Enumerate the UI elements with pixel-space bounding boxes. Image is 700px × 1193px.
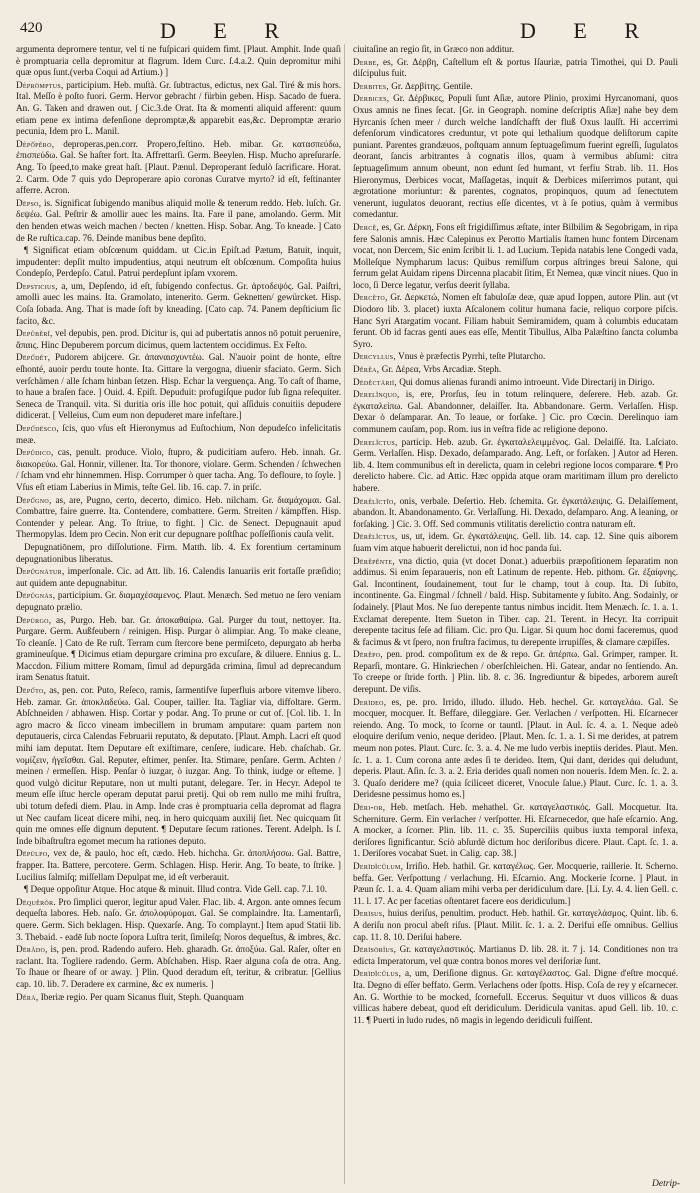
- entry-text: vex de, & paulo, hoc eſt, cædo. Heb. hichcha. Gr. ἀποπλήσσω. Gal. Battre, frapper. Ita. Battere, percotere. Germ. Schlagen. Hisp. Herir. Ang. To beate, to ſtrike. ] Lucilius ſalmiſq; miſſellam Depulpat me, id eſt verberauit.: [16, 848, 341, 882]
- entry-text: ¶ Deque oppoſitur Atque. Hoc atque & minuit. Illud contra. Vide Gell. cap. 7.l. 10.: [24, 884, 327, 895]
- entry-headword: Dēpŭgnās,: [16, 590, 56, 601]
- entry-headword: Dēpūrgo,: [16, 614, 52, 625]
- dictionary-entry: [16, 245, 341, 280]
- entry-text: pen. prod. compoſitum ex de & repo. Gr. ἀπέρπω. Gal. Grimper, ramper. It. Reparſi, montare. G. Hinkriechen / oberſchleichen. Hi. Gatear, andar no ſentiendo. An. To creepe or ſtride forth. ] Plin. lib. 8. c. 36. Ingrediuntur & bipedes, arborem aureſt derepunt. De viſis.: [353, 649, 678, 695]
- entry-text: is. Significat ſubigendo manibus aliquid molle & tenerum reddo. Heb. luſch. Gr. δεψέω. Gal. Peſtrir & amollir auec les mains. Ita. Fare il pane, amolando. Germ. Mit den henden etwas weich machen / becten / knetten. Hisp. Sobar. Ang. To kneade. ] Cato de Re ruſtica.cap. 76. Deinde manibus bene depſito.: [16, 197, 341, 243]
- dictionary-entry: [16, 80, 341, 138]
- entry-headword: Derbites,: [353, 80, 389, 91]
- running-head-left: D E R: [160, 18, 295, 43]
- entry-headword: Derīſus,: [353, 908, 386, 919]
- entry-headword: Dērădo,: [16, 944, 48, 955]
- entry-headword: Dēpŭ́gno,: [16, 494, 52, 505]
- entry-headword: Dèpŏ́pĕro,: [16, 138, 55, 149]
- entry-headword: Dercĕto,: [353, 292, 388, 303]
- entry-text: cas, penult. produce. Violo, ſtupro, & pudicitiam aufero. Heb. innah. Gr. διακορεύω. Gal. Honnir, villener. Ita. Tor thonore, violare. Germ. Schenden / ſchwechen / ſcham vnd ehr hinnemmen. Hisp. Corrumper ò quer tacha. Ang. To defloure, to ſoyle. ] Vſus eſt etiam Laberius in Mimis, teſte Gel. lib. 16. cap. 7. in priſc.: [16, 447, 341, 492]
- dictionary-entry: [353, 944, 678, 967]
- dictionary-entry: [353, 351, 678, 363]
- dictionary-entry: [16, 848, 341, 883]
- dictionary-entry: [353, 44, 678, 56]
- dictionary-entry: [353, 377, 678, 389]
- dictionary-entry: [353, 802, 678, 860]
- column-rule: [344, 44, 345, 1184]
- catchword: Detrip-: [652, 1179, 680, 1189]
- entry-text: particip. Heb. azub. Gr. ἐγκαταλελειμμένος. Gal. Delaiſſé. Ita. Laſciato. Germ. Verlaſſen. Hisp. Dexado, deſamparado. Ang. Left, or forſaken. ] Autor ad Heren. lib. 4. Item communibus eſt in derelicta, quam in celebri regione locos comparare. ¶ Pro derelicto habere. Cic. ad Attic. Hæc oppida atque oram maritimam illum pro derelicto habere.: [353, 436, 678, 493]
- entry-headword: Depŭbĕrĭ,: [16, 328, 53, 339]
- entry-headword: Dercyllus,: [353, 351, 396, 362]
- entry-headword: Dēpſo,: [16, 197, 42, 208]
- dictionary-entry: [16, 281, 341, 327]
- entry-headword: Dērĕlĭctĭo,: [353, 495, 397, 506]
- entry-text: Vnus è præfectis Pyrrhi, teſte Plutarcho.: [398, 351, 546, 362]
- entry-headword: Dĕrĕa,: [353, 364, 380, 375]
- entry-headword: Dèprōmptus,: [16, 79, 64, 90]
- entry-text: as, are, Pugno, certo, decerto, dimico. Heb. nilcham. Gr. διαμάχομαι. Gal. Combattre, faire guerre. Ita. Contendere, combattere. Germ. Streiten / kämpffen. Hisp. Contender y pelear. Ang. To ſtriue, to fight. ] Cic. de Senect. Depugnauit apud Thermopylas. Idem pro Cecin. Non erit cur depugnare poſtſhac poſſeſſionis cauſa velit.: [16, 494, 341, 540]
- entry-headword: Dēpŭ́dĕt,: [16, 352, 51, 363]
- entry-text: participium. Heb. muſtà. Gr. ſubtractus, edictus, nex Gal. Tiré & mis hors. Ital. Meſſo è poſto fuori. Germ. Hervor gebracht / fürbin geben. Hisp. Sacado de fuera. An. G. Taken and drawen out. ∫ Cic.3.de Orat. Ita & momenti aliquid afferent: quum etiam pene ex intima defenſione depromptæ,& apparebit eas,&c. Depromptæ ærario pecunia, Idem pro L. Manil.: [16, 79, 341, 137]
- entry-headword: Derīdĭcŭlus,: [353, 968, 402, 979]
- dictionary-entry: [353, 861, 678, 907]
- entry-text: Gr. Δέρεα, Vrbs Arcadiæ. Steph.: [381, 364, 502, 375]
- entry-headword: Derelĭnquo,: [353, 389, 400, 400]
- dictionary-entry: [353, 908, 678, 943]
- entry-text: is, pen. prod. Radendo aufero. Heb. gharadh. Gr. ἀποξύω. Gal. Raſer, oſter en raclant. Ita. Togliere radendo. Germ. Abſchaben. Hisp. Raer alguna coſa de otra. Ang. To ſhaue or ſheare of or away. ] Plin. Quod deradum eſt, teritur, & cribratur. [Gellius cap. 10. lib. 7. Deradere ex carmine, &c ex numeris. ]: [16, 944, 341, 989]
- dictionary-entry: [16, 198, 341, 244]
- entry-headword: Dērĕlĭctus,: [353, 531, 398, 542]
- entry-headword: Dērĕpo,: [353, 649, 384, 660]
- dictionary-entry: [353, 292, 678, 350]
- entry-headword: Depŭdico,: [16, 447, 54, 458]
- entry-text: ciuitaſine an regio ſit, in Græco non additur.: [353, 44, 515, 54]
- dictionary-entry: [16, 884, 341, 896]
- left-column: [16, 44, 341, 1184]
- dictionary-entry: [16, 615, 341, 685]
- dictionary-entry: [16, 992, 341, 1004]
- entry-headword: Derbe,: [353, 56, 380, 67]
- entry-text: ¶ Significat etiam obſcœnum quiddam. ut Cic.in Epiſt.ad Pætum, Batuit, inquit, impudenter: depſit multo impudentius, atqui neutrum eſt obſcœnum. Compoſita huius Condepſo, Perdepſo. Catul. Patrui perdepſunt ipſam vxorem.: [16, 245, 341, 279]
- entry-text: as, pen. cor. Puto, Reſeco, ramis, ſarmentiſve ſuperfluis arbore vitemve libero. Heb. zamar. Gr. ἀποκλαδεύω. Gal. Couper, tailler. Ita. Tagliar via, diffoltare. Germ. Abſchneiden / abhawen. Hisp. Cortar y podar. Ang. To prune or cut of. [Col. lib. 1. In agro macro & ſicco vineam imbecillem in brumam amputare: quam partem non deputaueris, circa Calendas Februarii reputato, & deputato. [Plaut. Amph. Lacri eſt quod mihi iam deputat. Item Deputare eſt exiſtimare, cenſere, iudicare. Heb. chaſchab. Gr. νομίζειν, ἡγεῖσθαι. Gal. Reputer, eſtimer, penſer. Ita. Stimare, penſare. Germ. Achten / meinen / ermeſſen. Hisp. Penſar ò iuzgar, ò iuzgar. Ang. To think, iudge or eſteme. ] quod vulgò dicitur Reputare, non ut multi putant, delegare. Ter. in Hecyr. Adepol te meum eſſe iſtuc hercle operam deputat parui pretij. Qui ob rem nullo me mihi fruſtra, ubi totum defedi diem. Plau. in Amp. Inde cras è promptuaria cella depromat ad flagra ut Nec caufam liceat dicere mihi, neq. in hero quicquam auxilij ſiet. Nec quicquam ſit quin me omnes eſſe dignum deputent. ¶ Deputare ſecum rationes. Terent. Adelph. Is ſ. Inde bibaſtruſtra egomet mecum ha rationes deputo.: [16, 685, 341, 846]
- dictionary-entry: [353, 649, 678, 695]
- entry-text: Depugnatiōnem, pro diſſolutione. Firm. Matth. lib. 4. Ex forentium certaminum depugnationibus liberatus.: [16, 541, 341, 564]
- entry-headword: Depŭ́dēſco,: [16, 423, 59, 433]
- dictionary-entry: [353, 364, 678, 376]
- entry-text: Pudorem abijcere. Gr. ἀπαναισχυντέω. Gal. N'auoir point de honte, eſtre eſhonté, auoir perdu toute honte. Ita. Gittare la vergogna, diuenir sfaciato. Germ. Sich verſchämen / alle ſcham hinban ſetzen. Hisp. Echar la verguença. Ang. To caſt of ſhame, to haue a braſen face. ] Ouid. 4. Epiſt. Depuduit: profugiſque pudor ſub ſigna reſequiter. Seneca de Tranquil. vita. Si duritia oris ille hoc potuit, qui aſſiduis conuitiis depudere didicerat. [ Velleius, Cum eum non depuderet mare infeſtare.]: [16, 352, 341, 421]
- entry-text: vna dictio, quia (vt docet Donat.) aduerbiis præpoſitionem ſeparatim non addimus. Si enim ſeparaueris, non eſt Latinum de repente. Heb. pithom. Gr. ἐξαίφνης. Gal. Incontinent, ſoudainement, tout ſur le champ, tout à coup. Ita. Di ſubito, incontinente. Ga. Eingmal / ſchnell / bald. Hisp. Subitamente y ſubito. Ang. Sodainly, or ſodainely. [Plaut Mos. Ne ſuo derepente tantus nimbus incidit. Item Menæch. ſc. 1. a. 1. Exclamat derepente. Item Sueton in Tiber. cap. 21. Terent. in Hecyr. Ita corripuit derepente tacitus ſeſe ad filiam. Cic. pro Qu. Ligar. Si quum hoc domi faceremus, quod & facimus & vt ſpero, non fruſtra facimus, tu derepente irrupiſſes, & clamare cæpiſſes.: [353, 555, 678, 647]
- entry-text: Gr. Δερβίτης. Gentile.: [391, 80, 473, 91]
- dictionary-entry: [16, 566, 341, 589]
- entry-text: a, um, Deriſione dignus. Gr. καταγέλαστος. Gal. Digne d'eſtre mocqué. Ita. Degno di eſſer beffato. Germ. Verlachens oder ſpotts. Hisp. Coſa de rey y eſcarnecer. An. G. Worthie to be mocked, ſcornefull. Eccerus. Sequitur vt duos villicos & duas villicas habere debeat, quod eſt deridiculum. Deridicula vanitas. apud Gell. lib. 10. c. 11. ¶ Puerti in ludo rudes, nō magis in legendo deridiculi fuiſſent.: [353, 968, 678, 1025]
- entry-headword: Derīdeo,: [353, 696, 387, 707]
- entry-text: a, um, Depſendo, id eſt, ſubigendo confectus. Gr. ἀρτοδεψός. Gal. Paiſtri, amolli auec les mains. Ita. Gramolato, intenerito. Germ. Geknetten/ gewürcket. Hisp. Coſa ſobada. Ang. That is made ſoft by kneading. [Cato cap. 74. Panem depſticium ſic facito, &c.: [16, 280, 341, 326]
- entry-text: us, ut, idem. Gr. ἐγκατάλειψις. Gell. lib. 14. cap. 12. Sine quis aiborem ſuam vim atque habuerit derelictui, non id hoc panda ſui.: [353, 531, 678, 553]
- entry-headword: Dērīſōrĭus,: [353, 944, 397, 955]
- entry-text: Heb. metſach. Heb. mehathel. Gr. καταγελαστικός. Gall. Mocquetur. Ita. Scherniture. Germ. Ein verlacher / verſpotter. Hi. Eſcarnecedor, que haſe eſcarnio. Ang. A mocker, a ſcorner. Plin. lib. 11. c. 35. Superciliis quibus iuxta temporal infexa, deriſores ſignificantur. Sciò abſurdè dictum hoc deriſoribus dicere. Plaut. Capt. ſc. 1. a. 1. Deriſores vocabat Suet. in Calig. cap. 38.]: [353, 802, 678, 859]
- dictionary-entry: [353, 81, 678, 93]
- entry-headword: Derīdĭcŭlum,: [353, 860, 404, 871]
- dictionary-entry: [16, 44, 341, 79]
- entry-headword: Derbices,: [353, 93, 390, 104]
- right-column: [353, 44, 678, 1184]
- entry-text: es, Gr. Δέρβη, Caſtellum eſt & portus Iſauriæ, patria Timothei, qui D. Pauli diſcipulus fuit.: [353, 56, 678, 79]
- dictionary-entry: [16, 328, 341, 351]
- dictionary-entry: [353, 531, 678, 554]
- entry-text: Gr. Δέρβικες, Populi ſunt Aſiæ, autore Plinio, proximi Hyrcanomani, quos Oxus amnis ne fines ſecat. [Gr. in Geograph. nomine deſcriptis Aſiæ] nahe bey dem Hyrcanis ſchen meer / durch welche landſchafft der fluß Oxus lauſſt. Hi accerrimi defenſorum vindicatores creduntur, vt pote qui lethalium quodque deliſtorum capite puniant. Parentes grandæuos, poſtquam annum ſeptuageſimum fuerint egreſſi, ſugulatos deorant, ſancis arbitrantes à cognatis illos, quam à vermibus abſumi: citra ſeptuageſimum annum obeunt, non edunt ſed humant, vt ferfiu Strab. lib. 11. Hos Hieronymus, Derbices vocat, Maſſagetas, inquit & Derbices miſerrimos putant, qui ægrotatione moriuntur: & parentes, cognatos, propinquos, quum ad ſenectutem venerunt, iugulatos deuorant, rectius eſſe dicentes, vt à ſe potius, quàm à vermibus comedantur.: [353, 93, 678, 220]
- entry-headword: Dēpŭ́to,: [16, 685, 47, 696]
- entry-text: deproperas,pen.corr. Propero,feſtino. Heb. mibar. Gr. κατασπεύδω, ἐπισπεύδω. Gal. Se haſter fort. Ita. Affrettarſi. Germ. Beeylen. Hisp. Mucho apreſurarſe. Ang. To ſpeed,to make great haſt. [Plaut. Pænul. Deproperant ſedulò ſacrificare. Horat. 2. Carm. Ode 7 quis ydo Deproperare apio coronas Curatve myrto? id eſt, feſtinanter afferre. Acron.: [16, 138, 341, 196]
- page-number: 420: [20, 20, 43, 36]
- entry-text: ſcis, quo vſus eſt Hieronymus ad Euſtochium, Non depudeſco infelicitatis meæ.: [16, 423, 341, 445]
- entry-text: vel depubis, pen. prod. Dicitur is, qui ad pubertatis annos nō potuit peruenire, ἄπαις. Hinc Depuberem porcum dicimus, quem lactentem occidimus. Ex Feſto.: [16, 328, 341, 350]
- dictionary-entry: [353, 496, 678, 531]
- dictionary-entry: [353, 968, 678, 1026]
- entry-text: Iberiæ regio. Per quam Sicanus fluit, Steph. Quanquam: [40, 991, 244, 1002]
- entry-text: huius deriſus, penultim. product. Heb. hathil. Gr. καταγελάσμος. Quint. lib. 6. A deriſu non procul abeſt riſus. [Plaut. Milit. ſc. 1. a. 2. Derifui eſſe omnibus. Gellius cap. 11. 8. 10. Deriſui habere.: [353, 908, 678, 942]
- entry-text: es, Gr. Δέρκη, Fons eſt frigidiſſimus æſtate, inter Bilbilim & Segobrigam, in ripa fere Salonis amnis. Hæc Calepinus ex Perotto Martialis ſtamen hunc fontem Dircenam vocat, non Dercem, Sic enim ſcribit li. 1. ad Lucium. Tepida natabis lene Congedi vada, Molleſque Nympharum lacus: Quibus remiſſum corpus aſtringes breui Salone, qui ferrum gelat Auidam ripens Dircenna placabit ſitim, Et Nemea, quæ vincit niues. Quo in loco, ſi Derce legatur, verſus deerit ſyllaba.: [353, 221, 678, 290]
- entry-headword: Depŭ̄gnātur,: [16, 566, 65, 577]
- dictionary-entry: [16, 944, 341, 990]
- entry-text: Gr. καταγελαστικός. Martianus D. lib. 28. it. 7 j. 14. Conditiones non tra edicta Imperatorum, vel quæ contra bonos mores vel deriſoriæ ſunt.: [353, 944, 678, 966]
- dictionary-entry: [16, 685, 341, 847]
- entry-text: onis, verbale. Deſertio. Heb. ſchemita. Gr. ἐγκατάλειψις. G. Delaiſſement, abandon. It. Abandonamento. Gr. Verlaſſung. Hi. Dexado, deſamparo. Ang. A leaning, or forſaking. ] Cic. 3. Off. Sed communis vtilitatis derelictio contra naturam eſt.: [353, 495, 678, 529]
- entry-text: Qui domus alienas furandi animo introeunt. Vide Directarij in Dirigo.: [399, 376, 655, 387]
- dictionary-entry: [16, 423, 341, 446]
- dictionary-entry: [16, 447, 341, 493]
- running-head-right: D E R: [520, 18, 655, 43]
- entry-headword: Dēri-or,: [353, 802, 386, 812]
- dictionary-entry: [353, 437, 678, 495]
- entry-text: is, ere, Prorſus, ſeu in totum relinquere, deſerere. Heb. azab. Gr. ἐγκαταλείπω. Gal. Abandonner, delaiſſer. Ita. Abbandonare. Germ. Verlaſſen. Hisp. Dexar ò deſamparar. An. To leaue, or forſake. ] Cic. pro Cœcin. Derelinquo iam communem cauſam, pop. Rom. ius in veſtra fide ac religione depono.: [353, 389, 678, 434]
- dictionary-entry: [16, 542, 341, 565]
- entry-headword: Dercĕ,: [353, 221, 380, 232]
- dictionary-entry: [353, 697, 678, 801]
- entry-headword: Dēquĕrŏr.: [16, 896, 56, 907]
- dictionary-entry: [16, 590, 341, 613]
- entry-text: participium. Gr. διαμαχέσαμενος. Plaut. Menæch. Sed metuo ne ſero veniam depugnato prælio.: [16, 590, 341, 612]
- entry-headword: Depſticius,: [16, 280, 58, 291]
- entry-text: imperſonale. Cic. ad Att. lib. 16. Calendis Ianuariis erit fortaſſe præſidio; aut quidem ante depugnabitur.: [16, 566, 341, 588]
- dictionary-entry: [353, 93, 678, 221]
- entry-headword: Dēdĕctāriī,: [353, 376, 397, 387]
- dictionary-entry: [16, 495, 341, 541]
- entry-headword: Dērĕpĕnte,: [353, 555, 395, 566]
- entry-headword: Dĕrā,: [16, 991, 39, 1002]
- entry-text: as, Purgo. Heb. bar. Gr. ἀποκαθαίρω. Gal. Purger du tout, nettoyer. Ita. Purgare. Germ. Außfeubern / reinigen. Hisp. Purgar ò alimpiar. Ang. To make cleane, To cleanſe. ] Cato de Re ruſt. Terram cum ſtercore bene permiſceto, depurgato ab herba gramineuſque. ¶ Dicimus etiam depurgare crimina pro excuſare, & diluere. Ennius g. L. Maccdon. Filium mittere Romam, ſimul ad depurgāda crimina, ſimul ad deprecandum iram Senatus ſtatuit.: [16, 614, 341, 683]
- dictionary-entry: [16, 897, 341, 943]
- entry-headword: Derelĭctus,: [353, 436, 398, 447]
- entry-text: es, pe. pro. Irrido, illudo. illudo. Heb. hechel. Gr. καταγελάω. Gal. Se mocquer, mocquer. It. Beffare, dileggiare. Ger. Verlachen / verſpotten. Hi. Eſcarnecer reiendo. Ang. To mock, to ſcorne or tauntl. [Plaut. in Aul. ſc. 4. a. 1. Neque adeò eloquire deriſum venio, neque derideo. [Plaut. Men. ſc. 1. a. 1. Si me derides, at patrem meum non potes. Plaut. Curc. ſc. 3. a. 4. Ne me ludo verbis ineptiis derides. Plaut. Men. ſc. 1. a. 1. Cum corona ante ædes ſi te derideo. Item, Qui dant, derides qui deludunt, deperis. Plaut. Aſin. ſc. 3. a. 2. Eria derides quaſi nomen non noueris. Idem Men. ſc. 2. a. 3. Quaſo deridere me? (quia ſciliceet diceret, Vnocule ſalue.) Plaut. Curc. ſc. 1. a. 3. Deridesne pessimus homo es.]: [353, 696, 678, 800]
- entry-headword: Dēpūlpo,: [16, 848, 51, 859]
- dictionary-entry: [16, 139, 341, 197]
- entry-text: Gr. Δερκετώ, Nomen eſt fabuloſæ deæ, quæ apud Ioppen, autore Plin. aut (vt Diodoro lib. 3. placet) iuxta Aſcalonem colitur humana facie, reliquo corpore piſcis. Hanc Syri Atargatim vocant. Filiam habuit Semiramidem, quam à columbis educatam ferunt. Ob id facras genti aues eas eſſe, Mentit Tibullus, Alba Palæſtino ſancta columba Syro.: [353, 292, 678, 349]
- entry-text: argumenta depromere tentur, vel ti ne fuſpicari quidem fimt. [Plaut. Amphit. Inde quaſi è promptuaria cella depromitur at flagrum. Idem Curc. ſ.4.a.2. Quin depromitur mihi quæ opus ſunt.(verba Coqui ad Artium.) ]: [16, 44, 341, 78]
- dictionary-entry: [353, 222, 678, 292]
- dictionary-entry: [353, 556, 678, 649]
- dictionary-entry: [353, 389, 678, 435]
- entry-text: Pro ſimplici queror, legitur apud Valer. Flac. lib. 4. Argon. ante omnes ſecum dequeſta labores. Heb. naſo. Gr. ἀπολοφύρομαι. Gal. Se complaindre. Ita. Lamentarſi, quere. Germ. Sich beklagen. Hisp. Quexarſe. Ang. To complaynt.] Item apud Statii lib. 3. Thebaid. - eadē ſub nocte ſopora Luſtra terit, ſimileſq; Noros dequeſtus, & imbres, &c.: [16, 896, 341, 942]
- dictionary-entry: [353, 57, 678, 80]
- dictionary-entry: [16, 352, 341, 422]
- entry-text: Irriſio. Heb. hathil. Gr. καταγέλως. Ger. Mocquerie, raillerie. It. Scherno. beffa. Ger. Verſpottung / verlachung. Hi. Eſcarnio. Ang. Mockerie ſcorne. ] Plaut. in Pæun ſc. 1. a. 4. Quam aliam mihi verba per deridiculum dare. [Li. Ly. 4. 4. lien Gell. c. 11. l. 17. Ac per facetias oſtentaret facere eos deridiculum.]: [353, 860, 678, 906]
